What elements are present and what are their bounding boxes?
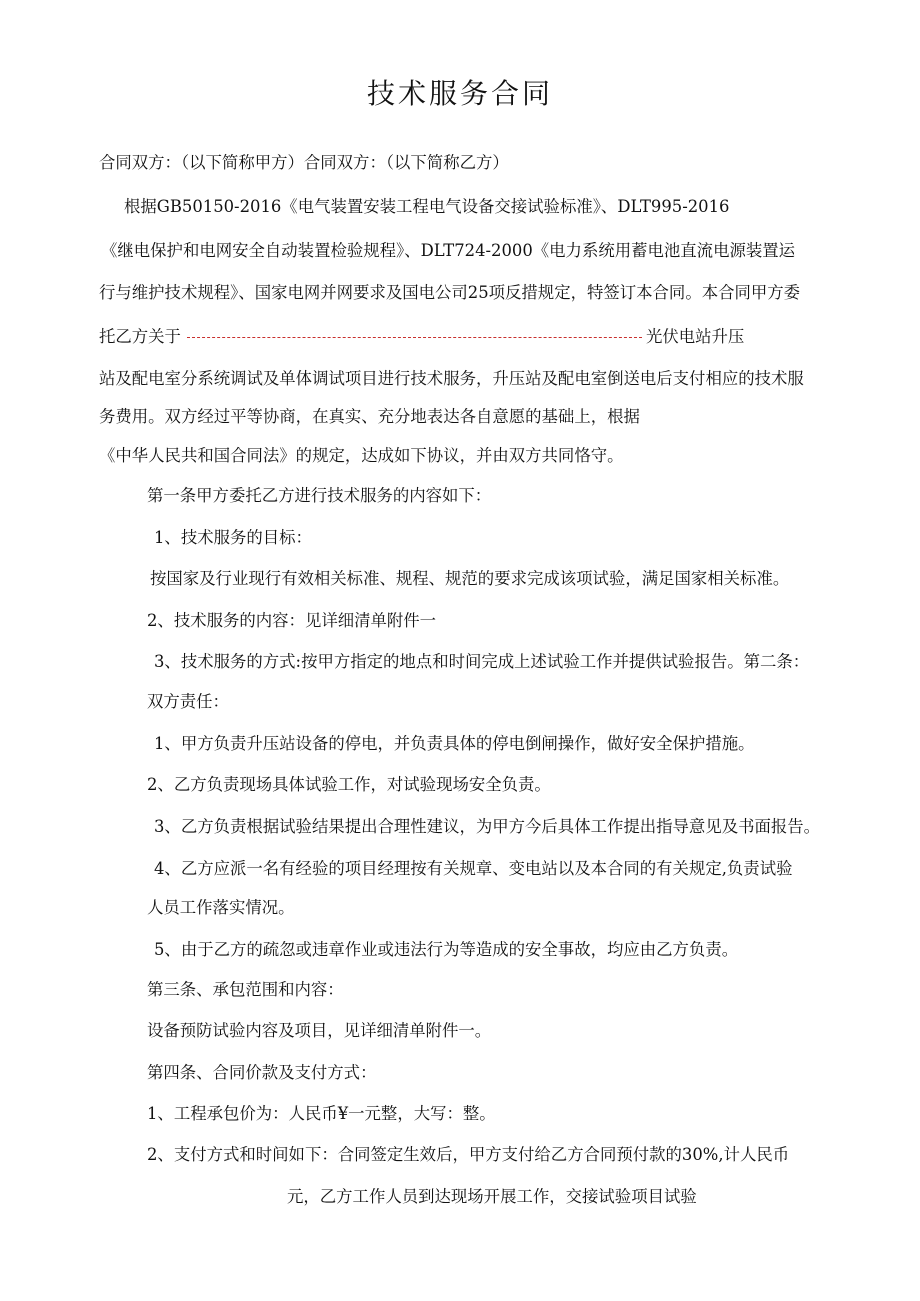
clause-line: 双方责任： bbox=[147, 692, 229, 711]
clause-line: 1、工程承包价为：人民币¥一元整，大写：整。 bbox=[147, 1104, 496, 1123]
article-3-heading: 第三条、承包范围和内容： bbox=[147, 980, 344, 999]
article-1-heading: 第一条甲方委托乙方进行技术服务的内容如下： bbox=[147, 486, 492, 505]
paragraph-line: 站及配电室分系统调试及单体调试项目进行技术服务，升压站及配电室倒送电后支付相应的技术服 bbox=[99, 369, 804, 388]
paragraph-line: 行与维护技术规程》、国家电网并网要求及国电公司25项反措规定，特签订本合同。本合同甲方委 bbox=[99, 283, 801, 302]
parties-line: 合同双方：（以下简称甲方）合同双方：（以下简称乙方） bbox=[99, 153, 509, 172]
clause-line: 2、支付方式和时间如下：合同签定生效后，甲方支付给乙方合同预付款的30%,计人民币 bbox=[147, 1145, 790, 1164]
document-title: 技术服务合同 bbox=[366, 77, 553, 110]
paragraph-line: 《继电保护和电网安全自动装置检验规程》、DLT724-2000《电力系统用蓄电池直流电源装置运 bbox=[101, 241, 796, 260]
clause-line: 3、技术服务的方式:按甲方指定的地点和时间完成上述试验工作并提供试验报告。第二条： bbox=[154, 652, 810, 671]
paragraph-line bbox=[99, 326, 744, 348]
clause-line: 2、乙方负责现场具体试验工作，对试验现场安全负责。 bbox=[147, 775, 551, 794]
clause-line: 元，乙方工作人员到达现场开展工作，交接试验项目试验 bbox=[287, 1187, 697, 1206]
clause-line: 设备预防试验内容及项目，见详细清单附件一。 bbox=[147, 1021, 492, 1040]
paragraph-line: 根据GB50150-2016《电气装置安装工程电气设备交接试验标准》、DLT995-2016 bbox=[124, 197, 730, 216]
paragraph-text: 光伏电站升压 bbox=[645, 327, 745, 346]
blank-fill-line bbox=[187, 337, 642, 338]
clause-line: 4、乙方应派一名有经验的项目经理按有关规章、变电站以及本合同的有关规定,负责试验 bbox=[154, 859, 793, 878]
paragraph-line: 务费用。双方经过平等协商，在真实、充分地表达各自意愿的基础上，根据 bbox=[99, 407, 640, 426]
clause-line: 1、技术服务的目标： bbox=[154, 528, 312, 547]
clause-line: 5、由于乙方的疏忽或违章作业或违法行为等造成的安全事故，均应由乙方负责。 bbox=[154, 940, 739, 959]
clause-line: 2、技术服务的内容：见详细清单附件一 bbox=[147, 611, 437, 630]
clause-line: 1、甲方负责升压站设备的停电，并负责具体的停电倒闸操作，做好安全保护措施。 bbox=[154, 734, 755, 753]
clause-line: 人员工作落实情况。 bbox=[147, 898, 295, 917]
clause-line: 按国家及行业现行有效相关标准、规程、规范的要求完成该项试验，满足国家相关标准。 bbox=[150, 569, 790, 588]
clause-line: 3、乙方负责根据试验结果提出合理性建议，为甲方今后具体工作提出指导意见及书面报告。 bbox=[154, 817, 821, 836]
paragraph-line: 《中华人民共和国合同法》的规定，达成如下协议，并由双方共同恪守。 bbox=[99, 446, 624, 465]
paragraph-text: 托乙方关于 bbox=[99, 327, 181, 346]
article-4-heading: 第四条、合同价款及支付方式： bbox=[147, 1063, 377, 1082]
